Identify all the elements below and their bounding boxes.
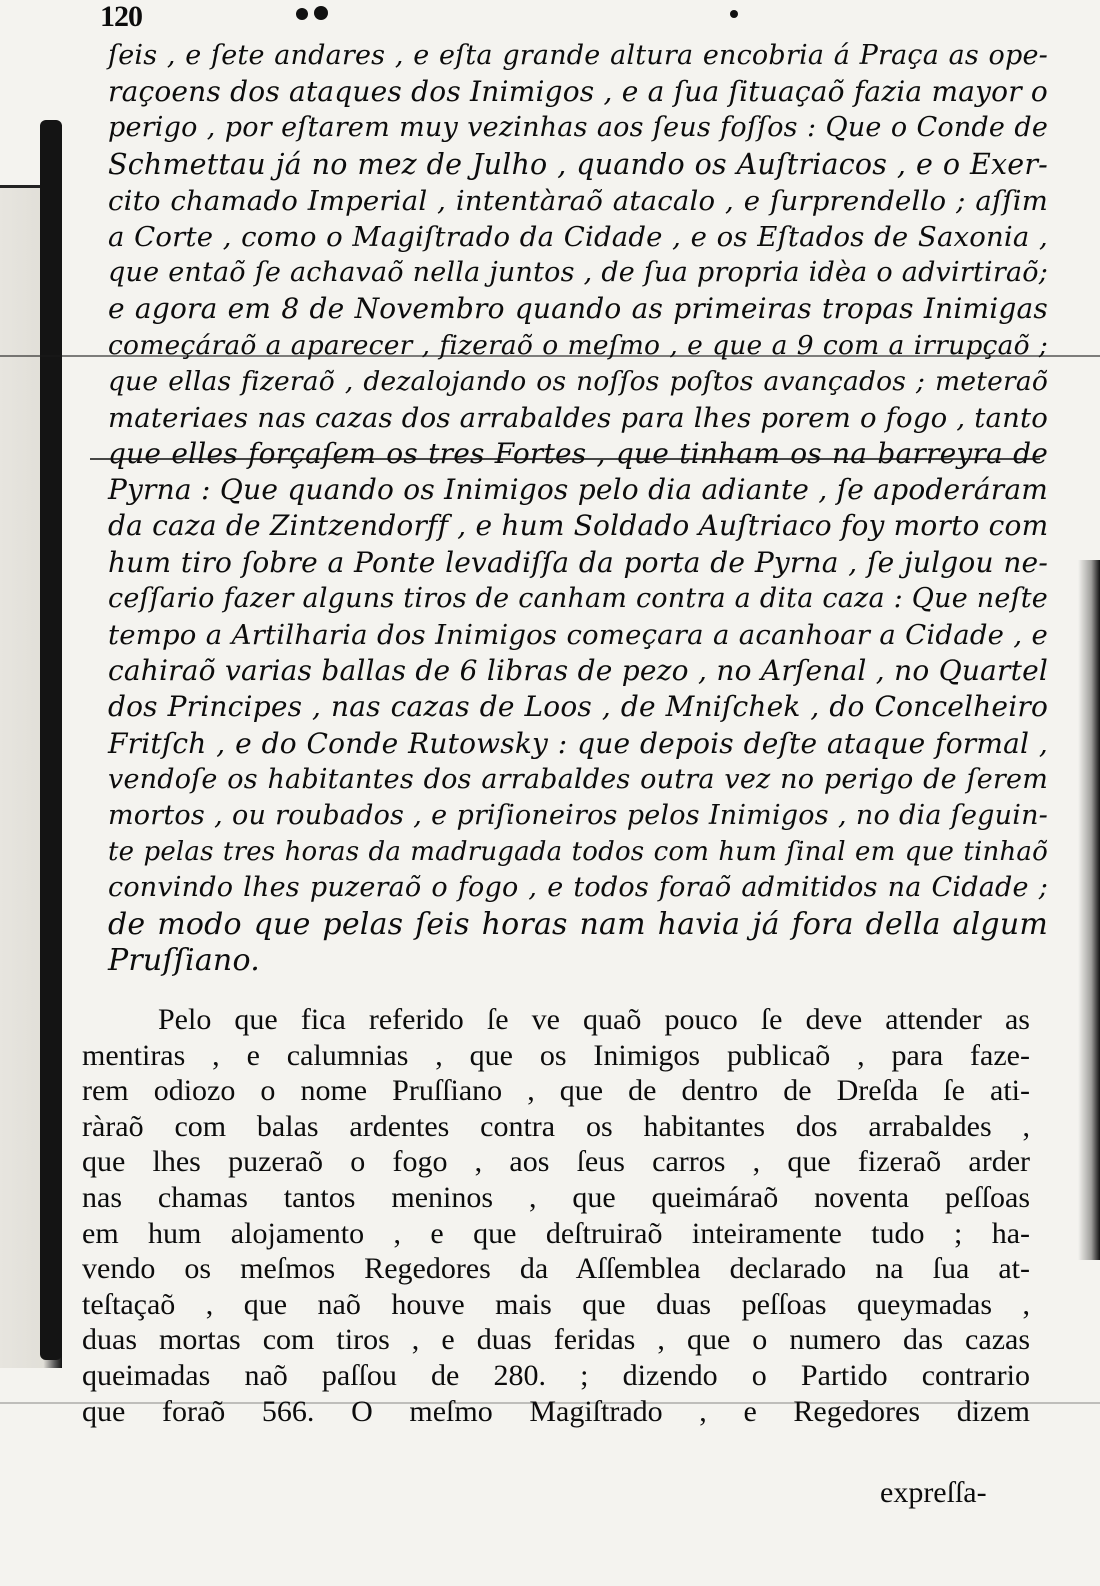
ink-spot [314,6,328,20]
text-line: que lhes puzeraõ o fogo , aos ſeus carros , que fizeraõ arder [82,1145,1030,1179]
text-line: mentiras , e calumnias , que os Inimigos publicaõ , para faze- [82,1038,1030,1072]
text-line: rem odiozo o nome Pruſſiano , que de dentro de Dreſda ſe ati- [82,1074,1030,1108]
ink-spot [296,8,308,20]
text-line: teſtaçaõ , que naõ houve mais que duas peſſoas queymadas , [82,1287,1030,1321]
text-line: e agora em 8 de Novembro quando as primeiras tropas Inimigas [108,292,1048,326]
text-line: de modo que pelas ſeis horas nam havia já fora della algum [108,906,1048,942]
text-line: Pyrna : Que quando os Inimigos pelo dia adiante , ſe apoderáram [108,473,1048,507]
text-line: raçoens dos ataques dos Inimigos , e a ſua ſituaçaõ fazia mayor o [108,75,1048,109]
text-line: vendo os meſmos Regedores da Aſſemblea declarado na ſua at- [82,1252,1030,1286]
binding-edge [40,120,62,1360]
italic-paragraph [108,38,1048,979]
text-line: que entaõ ſe achavaõ nella juntos , de ſua propria idèa o advirtiraõ; [108,257,1048,289]
text-line: tempo a Artilharia dos Inimigos começara a acanhoar a Cidade , e [108,619,1048,651]
page-number: 120 [100,0,142,33]
text-line: cito chamado Imperial , intentàraõ atacalo , e ſurprendello ; aſſim [108,184,1048,217]
text-line: duas mortas com tiros , e duas feridas , que o numero das cazas [82,1323,1030,1357]
roman-paragraph [82,1002,1030,1429]
text-line: cahiraõ varias ballas de 6 libras de pezo , no Arſenal , no Quartel [108,654,1048,688]
text-line: ràraõ com balas ardentes contra os habitantes dos arrabaldes , [82,1109,1030,1143]
text-line: vendoſe os habitantes dos arrabaldes outra vez no perigo de ſerem [108,763,1048,795]
text-line: ceſſario fazer alguns tiros de canham contra a dita caza : Que neſte [108,582,1048,614]
text-line: Pelo que fica referido ſe ve quaõ pouco ſe deve attender as [158,1003,1030,1036]
text-line: que foraõ 566. O meſmo Magiſtrado , e Regedores dizem [82,1394,1030,1428]
text-line: Schmettau já no mez de Julho , quando os Auſtriacos , e o Exer- [108,147,1048,181]
text-line: Pruſſiano. [108,942,260,978]
text-line: mortos , ou roubados , e priſioneiros pelos Inimigos , no dia ſeguin- [108,799,1048,831]
text-line: da caza de Zintzendorff , e hum Soldado Auſtriaco foy morto com [108,509,1049,543]
text-line: em hum alojamento , e que deſtruiraõ inteiramente tudo ; ha- [82,1216,1030,1250]
text-line: ſeis , e ſete andares , e eſta grande altura encobria á Praça as ope- [108,40,1048,71]
text-line: queimadas naõ paſſou de 280. ; dizendo o Partido contrario [82,1358,1030,1392]
text-line: nas chamas tantos meninos , que queimáraõ noventa peſſoas [82,1180,1030,1214]
page-edge-shadow [1078,560,1100,1260]
text-line: dos Principes , nas cazas de Loos , de Mniſchek , do Concelheiro [108,690,1048,724]
text-line: que elles forçaſem os tres Fortes , que tinham os na barreyra de [108,437,1048,471]
ink-spot [730,10,738,18]
text-line: materiaes nas cazas dos arrabaldes para lhes porem o fogo , tanto [108,401,1048,434]
text-line: te pelas tres horas da madrugada todos com hum ſinal em que tinhaõ [108,837,1048,868]
text-line: começáraõ a aparecer , fizeraõ o meſmo , e que a 9 com a irrupçaõ ; [108,329,1048,361]
text-line: hum tiro ſobre a Ponte levadiſſa da porta de Pyrna , ſe julgou ne- [108,545,1048,579]
text-line: convindo lhes puzeraõ o fogo , e todos foraõ admitidos na Cidade ; [108,872,1048,904]
text-line: a Corte , como o Magiſtrado da Cidade , e os Eſtados de Saxonia , [108,220,1048,253]
text-line: que ellas fizeraõ , dezalojando os noſſos poſtos avançados ; meteraõ [108,365,1048,397]
text-line: perigo , por eſtarem muy vezinhas aos ſeus foſſos : Que o Conde de [108,112,1048,144]
catchword: expreſſa- [880,1476,987,1509]
text-line: Fritſch , e do Conde Rutowsky : que depois deſte ataque formal , [108,726,1048,760]
